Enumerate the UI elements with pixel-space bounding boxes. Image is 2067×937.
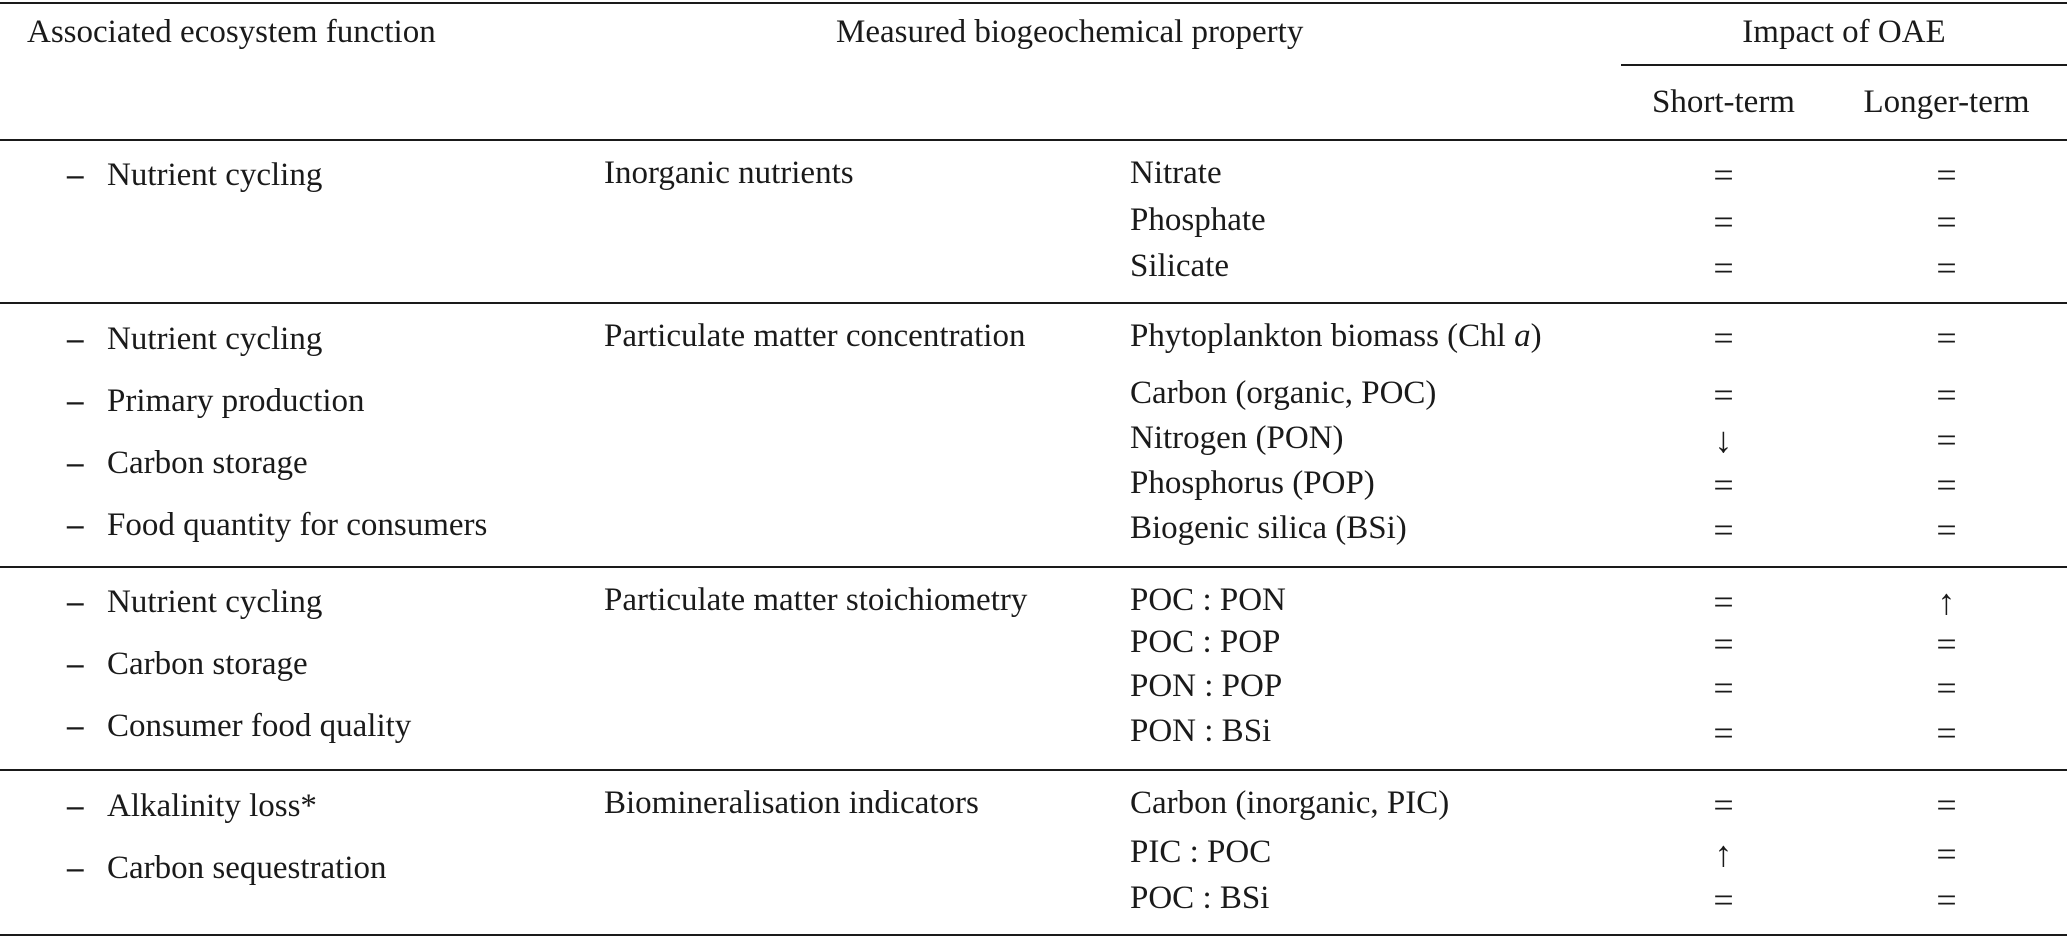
- longer-term-value: =: [1936, 510, 1957, 550]
- property-row: PON : POP: [1130, 668, 1283, 704]
- property-category: Biomineralisation indicators: [604, 785, 979, 821]
- longer-term-value: =: [1936, 420, 1957, 460]
- longer-term-value: =: [1936, 248, 1957, 288]
- longer-term-value: =: [1936, 668, 1957, 708]
- function-item: – Nutrient cycling: [67, 321, 323, 357]
- short-term-value: =: [1713, 510, 1734, 550]
- short-term-value: =: [1713, 465, 1734, 505]
- short-term-value: =: [1713, 318, 1734, 358]
- longer-term-value: =: [1936, 375, 1957, 415]
- header-longer-term: Longer-term: [1863, 84, 2030, 120]
- short-term-value: =: [1713, 713, 1734, 753]
- property-row: Phytoplankton biomass (Chl a): [1130, 318, 1542, 354]
- short-term-value: ↑: [1714, 834, 1733, 874]
- function-item: – Consumer food quality: [67, 708, 412, 744]
- longer-term-value: =: [1936, 785, 1957, 825]
- property-row: Nitrogen (PON): [1130, 420, 1344, 456]
- header-short-term: Short-term: [1652, 84, 1795, 120]
- function-item: – Carbon storage: [67, 646, 308, 682]
- header-bottom-rule: [0, 139, 2067, 141]
- longer-term-value: =: [1936, 880, 1957, 920]
- function-item: – Carbon storage: [67, 445, 308, 481]
- short-term-value: =: [1713, 624, 1734, 664]
- short-term-value: ↓: [1714, 420, 1733, 460]
- property-row: POC : POP: [1130, 624, 1281, 660]
- short-term-value: =: [1713, 668, 1734, 708]
- property-row: Silicate: [1130, 248, 1229, 284]
- property-row: Nitrate: [1130, 155, 1222, 191]
- property-category: Particulate matter stoichiometry: [604, 582, 1028, 618]
- short-term-value: =: [1713, 785, 1734, 825]
- function-item: – Alkalinity loss*: [67, 788, 317, 824]
- group-rule-1: [0, 302, 2067, 304]
- property-row: Carbon (organic, POC): [1130, 375, 1437, 411]
- function-item: – Nutrient cycling: [67, 157, 323, 193]
- short-term-value: =: [1713, 202, 1734, 242]
- longer-term-value: =: [1936, 834, 1957, 874]
- header-ecosystem-function: Associated ecosystem function: [27, 14, 436, 50]
- property-row: Phosphorus (POP): [1130, 465, 1375, 501]
- longer-term-value: =: [1936, 465, 1957, 505]
- function-item: – Food quantity for consumers: [67, 507, 488, 543]
- property-category: Inorganic nutrients: [604, 155, 854, 191]
- short-term-value: =: [1713, 582, 1734, 622]
- header-impact: Impact of OAE: [1742, 14, 1946, 50]
- property-row: Phosphate: [1130, 202, 1266, 238]
- impact-subrule: [1621, 64, 2067, 66]
- property-category: Particulate matter concentration: [604, 318, 1026, 354]
- group-rule-2: [0, 566, 2067, 568]
- function-item: – Carbon sequestration: [67, 850, 387, 886]
- function-item: – Nutrient cycling: [67, 584, 323, 620]
- short-term-value: =: [1713, 155, 1734, 195]
- short-term-value: =: [1713, 248, 1734, 288]
- top-rule: [0, 2, 2067, 4]
- longer-term-value: =: [1936, 155, 1957, 195]
- function-item: – Primary production: [67, 383, 365, 419]
- longer-term-value: =: [1936, 318, 1957, 358]
- property-row: Biogenic silica (BSi): [1130, 510, 1407, 546]
- group-rule-3: [0, 769, 2067, 771]
- longer-term-value: =: [1936, 624, 1957, 664]
- property-row: Carbon (inorganic, PIC): [1130, 785, 1450, 821]
- property-row: POC : BSi: [1130, 880, 1270, 916]
- short-term-value: =: [1713, 880, 1734, 920]
- header-biogeochemical-property: Measured biogeochemical property: [836, 14, 1304, 50]
- property-row: PIC : POC: [1130, 834, 1272, 870]
- longer-term-value: ↑: [1937, 582, 1956, 622]
- longer-term-value: =: [1936, 202, 1957, 242]
- property-row: PON : BSi: [1130, 713, 1272, 749]
- bottom-rule: [0, 934, 2067, 936]
- short-term-value: =: [1713, 375, 1734, 415]
- property-row: POC : PON: [1130, 582, 1286, 618]
- longer-term-value: =: [1936, 713, 1957, 753]
